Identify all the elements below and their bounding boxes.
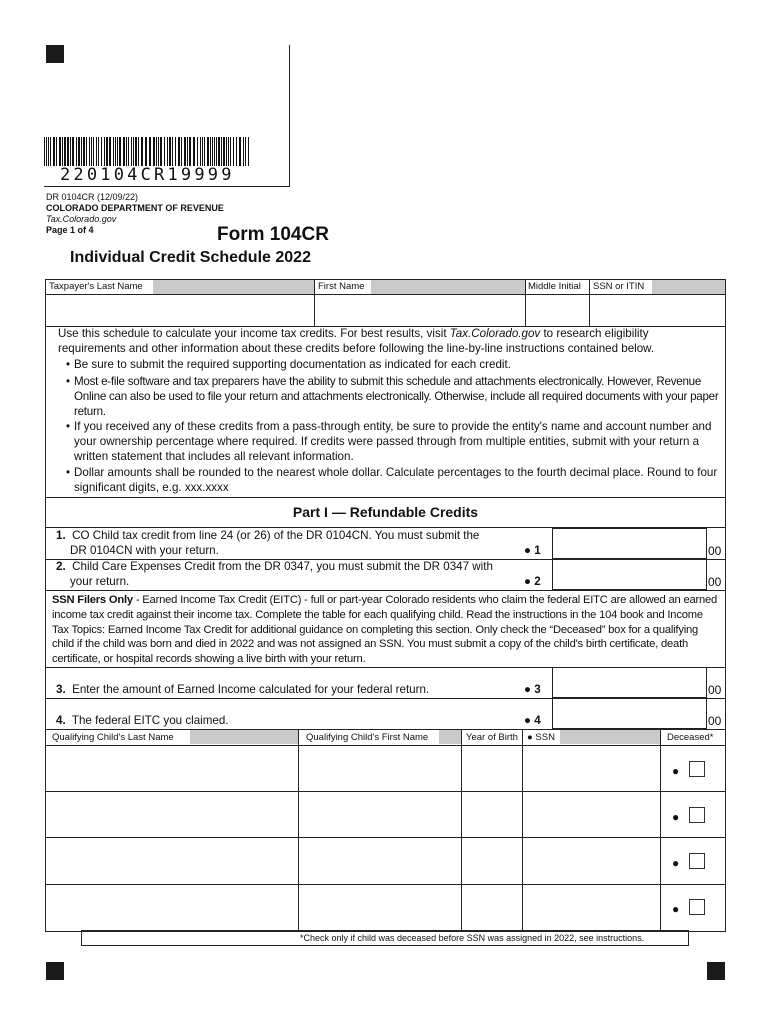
deceased-marker-1: ● (672, 764, 680, 778)
barcode-bar (216, 137, 217, 166)
intro-bullet-1: • Be sure to submit the required supporting documentation as indicated for each credit. (66, 358, 511, 371)
middle-initial-field[interactable] (526, 295, 588, 326)
barcode-bar (106, 137, 108, 166)
barcode-bar (202, 137, 203, 166)
child-row-2[interactable] (46, 792, 660, 837)
barcode-bar (212, 137, 213, 166)
barcode-bar (226, 137, 227, 166)
barcode-bar (86, 137, 87, 166)
first-name-label: First Name (318, 281, 365, 292)
line1-amount-field[interactable] (552, 528, 707, 559)
frame-right (725, 327, 726, 931)
middle-initial-label: Middle Initial (528, 281, 581, 292)
barcode-bar (164, 137, 165, 166)
barcode-bar (113, 137, 114, 166)
child-header-shade-3 (560, 730, 660, 744)
child-ssn-header: ● SSN (527, 732, 555, 743)
intro-bullet-4: • Dollar amounts shall be rounded to the nearest whole dollar. Calculate percentages to the fourth decimal place. Round to four significant digits, e.g. xxx.xxxx (66, 466, 718, 494)
form-code: DR 0104CR (12/09/22) (46, 192, 139, 202)
barcode-bar (72, 137, 74, 166)
schedule-title: Individual Credit Schedule 2022 (70, 249, 311, 266)
line3-text: 3. Enter the amount of Earned Income calculated for your federal return. (56, 683, 430, 696)
barcode-bar (123, 137, 125, 166)
child-deceased-header: Deceased* (667, 732, 714, 743)
child-year-header: Year of Birth (466, 732, 518, 743)
barcode-bar (230, 137, 231, 166)
line4-text: 4. The federal EITC you claimed. (56, 714, 229, 727)
barcode-bar (109, 137, 111, 166)
child-row-1[interactable] (46, 746, 660, 791)
registration-mark-bottom-left (46, 962, 64, 980)
page-number: Page 1 of 4 (46, 225, 94, 235)
child-header-shade-1 (190, 730, 298, 744)
barcode-bar (138, 137, 139, 166)
barcode-bar (64, 137, 66, 166)
barcode-bar (117, 137, 118, 166)
barcode-bar (187, 137, 188, 166)
barcode-bar (210, 137, 211, 166)
barcode-bar (50, 137, 51, 166)
deceased-marker-3: ● (672, 856, 680, 870)
last-name-field[interactable] (46, 295, 313, 326)
ssn-filers-paragraph: SSN Filers Only - Earned Income Tax Credit (EITC) - full or part-year Colorado residents who claim the federal EITC are allowed an earned income tax credit against their income tax. Complete the table for each qualifying child. Read the instructions in the 104 book and Income Tax Topics: Earned Income Tax Credit for additional guidance on completing this section. Only check the “Deceased” box for a qualifying child if the child was born and died in 2022 and was not assigned an SSN. You must submit a copy of the child's birth certificate, death certificate, or hospital records showing a live birth with your return. (52, 594, 718, 666)
barcode-bar (135, 137, 137, 166)
barcode-bar (200, 137, 201, 166)
deceased-checkbox-4[interactable] (689, 899, 705, 915)
line3-amount-field[interactable] (552, 667, 707, 698)
barcode-bar (104, 137, 105, 166)
barcode-bar (115, 137, 116, 166)
barcode-bar (70, 137, 71, 166)
first-name-field[interactable] (315, 295, 524, 326)
department-name: COLORADO DEPARTMENT OF REVENUE (46, 203, 224, 213)
barcode-bar (133, 137, 134, 166)
line1-text: 1. CO Child tax credit from line 24 (or 26) of the DR 0104CN. You must submit the DR 0104CN with your return. (56, 529, 480, 557)
intro-bullet-3: • If you received any of these credits from a pass-through entity, be sure to provide the entity's name and account number and your ownership percentage where required. If credits were passed through from multiple entities, submit with your return a written statement that includes all relevant information. (66, 420, 712, 463)
barcode-bar (96, 137, 97, 166)
barcode-bar (101, 137, 102, 166)
deceased-checkbox-1[interactable] (689, 761, 705, 777)
form-title: Form 104CR (217, 224, 329, 245)
barcode-bar (44, 137, 45, 166)
website-text: Tax.Colorado.gov (46, 214, 117, 224)
deceased-checkbox-3[interactable] (689, 853, 705, 869)
barcode-image (44, 137, 254, 166)
barcode-frame-right (289, 45, 290, 186)
barcode-bar (93, 137, 94, 166)
barcode-bar (197, 137, 198, 166)
line4-cents: 00 (708, 714, 722, 728)
barcode-frame-bottom (44, 186, 290, 187)
barcode-bar (204, 137, 205, 166)
part1-title: Part I — Refundable Credits (292, 504, 479, 520)
barcode-bar (83, 137, 85, 166)
deceased-checkbox-2[interactable] (689, 807, 705, 823)
barcode-bar (89, 137, 90, 166)
barcode-bar (175, 137, 176, 166)
barcode-bar (223, 137, 225, 166)
line2-cents: 00 (708, 575, 722, 589)
ssn-itin-label: SSN or ITIN (593, 281, 645, 292)
line3-cents: 00 (708, 683, 722, 697)
barcode-bar (239, 137, 241, 166)
barcode-bar (207, 137, 209, 166)
child-row-4[interactable] (46, 885, 660, 931)
header-shade-1 (153, 280, 314, 294)
barcode-bar (98, 137, 99, 166)
barcode-bar (218, 137, 220, 166)
child-last-name-header: Qualifying Child's Last Name (52, 732, 174, 743)
barcode-bar (228, 137, 229, 166)
barcode-bar (181, 137, 182, 166)
barcode-bar (184, 137, 186, 166)
barcode-bar (156, 137, 157, 166)
barcode-bar (160, 137, 162, 166)
barcode-text: 220104CR19999 (60, 165, 235, 185)
intro-paragraph: Use this schedule to calculate your income tax credits. For best results, visit Tax.Colorado.gov to research eligibility requirements and other information about these credits before following the line-by-line instructions contained below. (58, 327, 655, 355)
barcode-bar (189, 137, 191, 166)
line4-marker: ● 4 (524, 714, 541, 727)
deceased-marker-2: ● (672, 810, 680, 824)
child-header-shade-2 (439, 730, 461, 744)
barcode-bar (178, 137, 180, 166)
last-name-label: Taxpayer's Last Name (49, 281, 143, 292)
child-first-name-header: Qualifying Child's First Name (306, 732, 429, 743)
barcode-bar (193, 137, 195, 166)
barcode-bar (169, 137, 171, 166)
footnote-text: *Check only if child was deceased before SSN was assigned in 2022, see instructions. (300, 933, 645, 943)
line2-rule (45, 590, 726, 591)
child-col-divider-4 (660, 729, 661, 931)
barcode-bar (81, 137, 82, 166)
barcode-bar (46, 137, 47, 166)
barcode-bar (214, 137, 215, 166)
barcode-bar (119, 137, 121, 166)
barcode-bar (67, 137, 69, 166)
registration-mark-bottom-right (707, 962, 725, 980)
website-link[interactable]: Tax.Colorado.gov (449, 327, 541, 340)
barcode-bar (233, 137, 234, 166)
header-shade-3 (652, 280, 725, 294)
barcode-bar (59, 137, 61, 166)
barcode-bar (128, 137, 129, 166)
registration-mark-top-left (46, 45, 64, 63)
barcode-bar (78, 137, 80, 166)
header-shade-2 (371, 280, 525, 294)
intro-bullet-2: • Most e-file software and tax preparers have the ability to submit this schedule and attachments electronically. However, Revenue Online can also be used to file your return and attachments electronically. Otherwise, include all required documents with your paper return. (66, 375, 719, 418)
barcode-bar (236, 137, 237, 166)
barcode-bar (62, 137, 63, 166)
barcode-bar (245, 137, 246, 166)
barcode-bar (172, 137, 173, 166)
barcode-bar (91, 137, 92, 166)
line2-text: 2. Child Care Expenses Credit from the DR 0347, you must submit the DR 0347 with your return. (56, 560, 493, 588)
barcode-bar (145, 137, 147, 166)
line4-amount-field[interactable] (552, 698, 707, 729)
barcode-bar (153, 137, 155, 166)
barcode-bar (126, 137, 127, 166)
line2-amount-field[interactable] (552, 559, 707, 590)
part1-top-rule (45, 497, 726, 498)
line3-marker: ● 3 (524, 683, 541, 696)
barcode-bar (131, 137, 132, 166)
barcode-bar (141, 137, 143, 166)
barcode-bar (76, 137, 77, 166)
barcode-bar (243, 137, 244, 166)
barcode-bar (167, 137, 168, 166)
barcode-bar (158, 137, 159, 166)
barcode-bar (149, 137, 151, 166)
ssn-itin-field[interactable] (590, 295, 725, 326)
child-row-3[interactable] (46, 838, 660, 884)
barcode-bar (56, 137, 57, 166)
barcode-bar (48, 137, 49, 166)
barcode-bar (221, 137, 222, 166)
deceased-marker-4: ● (672, 902, 680, 916)
barcode-bar (248, 137, 249, 166)
line2-marker: ● 2 (524, 575, 541, 588)
line1-marker: ● 1 (524, 544, 541, 557)
barcode-bar (53, 137, 55, 166)
line1-cents: 00 (708, 544, 722, 558)
